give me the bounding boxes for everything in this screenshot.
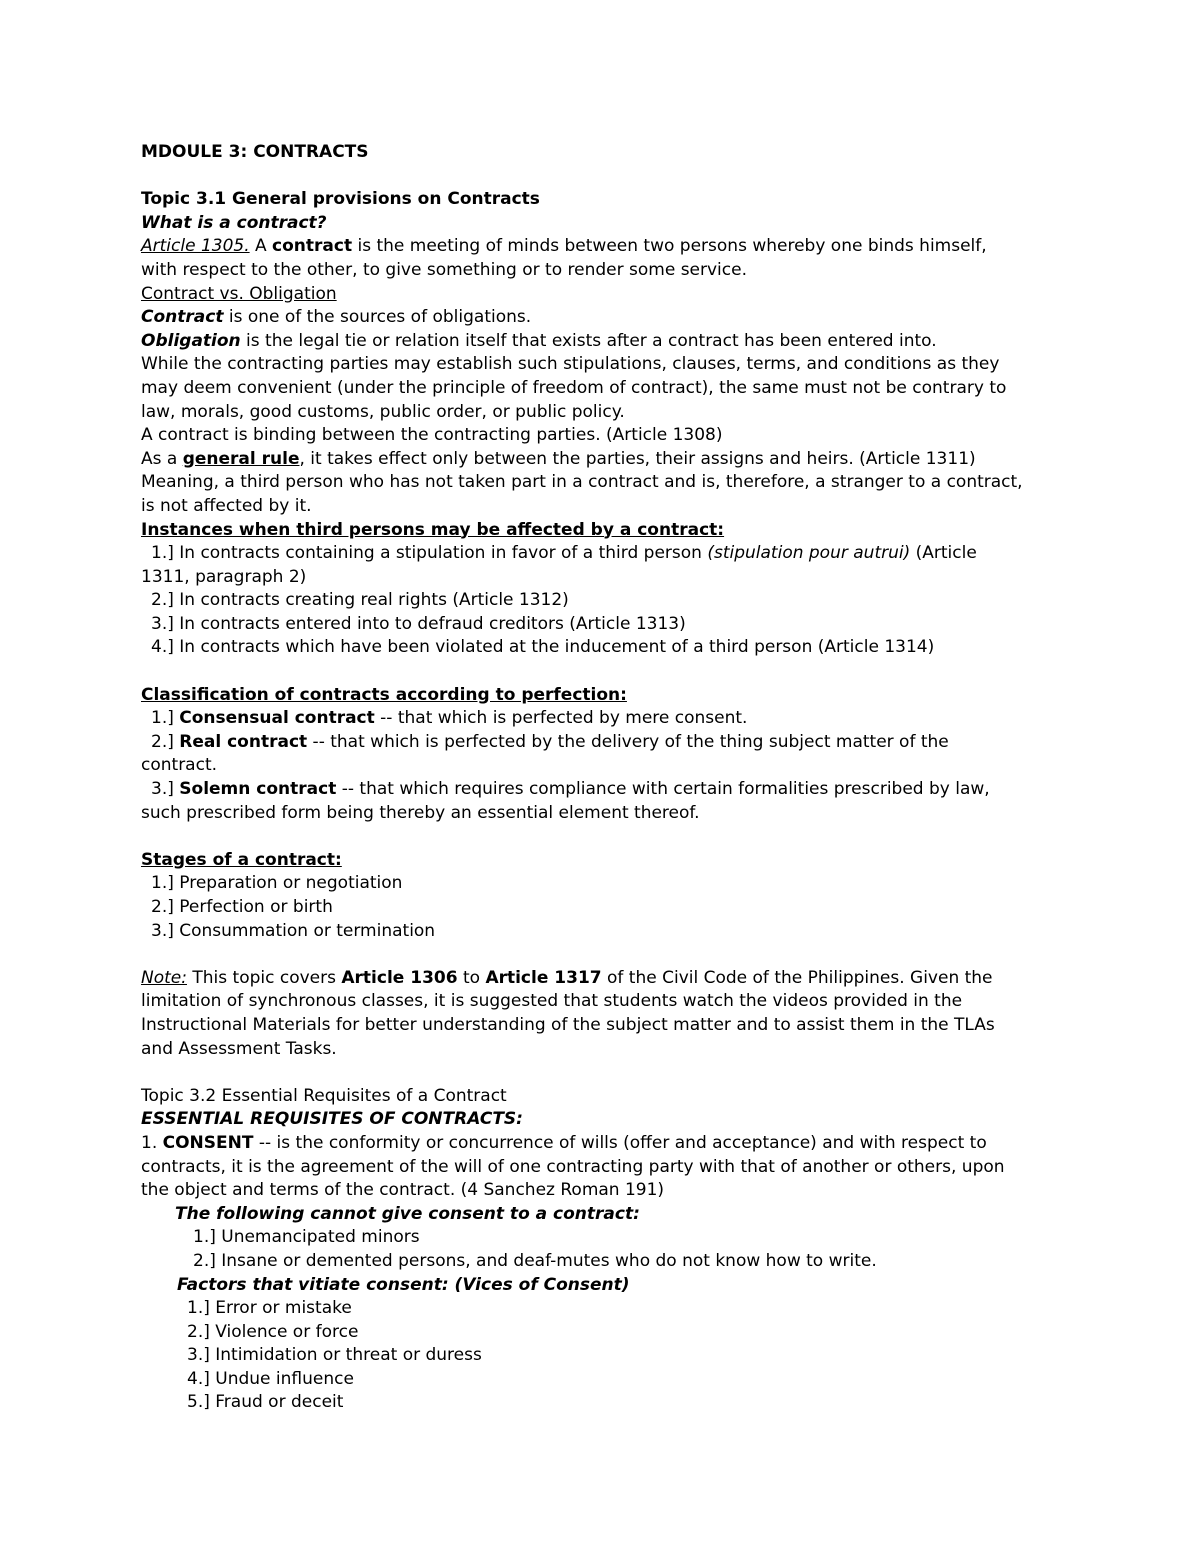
document-body [141,141,1071,1415]
list-item: 2.] In contracts creating real rights (Article 1312) [151,590,569,611]
contract-term: contract [272,236,353,257]
paragraph-line: Contract is one of the sources of obligations. [141,307,532,328]
note-line: and Assessment Tasks. [141,1038,337,1059]
note-line: Instructional Materials for better understanding of the subject matter and to assist them in the TLAs [141,1014,995,1035]
spacer [141,165,1071,189]
section-heading: Stages of a contract: [141,849,342,870]
list-item: 2.] Violence or force [187,1321,359,1342]
list-item: 1.] Error or mistake [187,1298,352,1319]
list-item: 1.] Preparation or negotiation [151,873,403,894]
note-line: limitation of synchronous classes, it is suggested that students watch the videos provided in the [141,991,963,1012]
paragraph-line: While the contracting parties may establish such stipulations, clauses, terms, and conditions as they [141,354,1000,375]
definition-line: Article 1305. A contract is the meeting of minds between two persons whereby one binds himself, [141,236,987,257]
list-item: 1.] Unemancipated minors [193,1227,420,1248]
general-rule-term: general rule [182,448,300,469]
section-heading: ESSENTIAL REQUISITES OF CONTRACTS: [141,1109,523,1130]
subsection-heading: The following cannot give consent to a contract: [175,1203,640,1224]
list-item: 2.] Insane or demented persons, and deaf-mutes who do not know how to write. [193,1250,877,1271]
list-item-continuation: 1311, paragraph 2) [141,566,307,587]
obligation-term: Obligation [141,330,241,351]
spacer [141,825,1071,849]
paragraph-line: Obligation is the legal tie or relation itself that exists after a contract has been entered into. [141,330,937,351]
topic-heading: Topic 3.1 General provisions on Contracts [141,189,540,210]
list-item: 1.] In contracts containing a stipulation in favor of a third person (stipulation pour autrui) (Article [151,543,977,564]
note-label: Note: [141,967,187,988]
paragraph-line: 1. CONSENT -- is the conformity or concurrence of wills (offer and acceptance) and with respect to [141,1132,987,1153]
definition-line: with respect to the other, to give something or to render some service. [141,259,747,280]
list-item: 5.] Fraud or deceit [187,1392,344,1413]
section-heading: Instances when third persons may be affected by a contract: [141,519,725,540]
consent-term: CONSENT [162,1132,254,1153]
list-item: 2.] Perfection or birth [151,897,333,917]
question-heading: What is a contract? [141,212,327,233]
spacer [141,943,1071,967]
paragraph-line: Meaning, a third person who has not taken part in a contract and is, therefore, a stranger to a contract, [141,472,1023,493]
spacer [141,660,1071,684]
article-reference: Article 1305. [141,236,250,257]
paragraph-line: is not affected by it. [141,495,312,516]
topic-heading: Topic 3.2 Essential Requisites of a Contract [141,1085,507,1106]
list-item: 3.] Solemn contract -- that which requires compliance with certain formalities prescribed by law, [151,779,990,800]
module-title: MDOULE 3: CONTRACTS [141,142,369,162]
paragraph-line: A contract is binding between the contracting parties. (Article 1308) [141,425,723,446]
subheading: Contract vs. Obligation [141,283,337,304]
list-item: 3.] In contracts entered into to defraud creditors (Article 1313) [151,613,686,634]
list-item: 4.] Undue influence [187,1368,354,1389]
paragraph-line: may deem convenient (under the principle of freedom of contract), the same must not be contrary to [141,377,1007,398]
section-heading: Classification of contracts according to perfection: [141,684,627,705]
list-item: 3.] Intimidation or threat or duress [187,1345,482,1366]
list-item: 4.] In contracts which have been violated at the inducement of a third person (Article 1314) [151,637,935,658]
list-item: 1.] Consensual contract -- that which is perfected by mere consent. [151,708,748,729]
list-item: 3.] Consummation or termination [151,920,436,941]
note-line: Note: This topic covers Article 1306 to Article 1317 of the Civil Code of the Philippines. Given the [141,967,993,988]
paragraph-line: contracts, it is the agreement of the will of one contracting party with that of another or others, upon [141,1156,1005,1177]
subsection-heading: Factors that vitiate consent: (Vices of Consent) [177,1274,630,1295]
paragraph-line: law, morals, good customs, public order, or public policy. [141,401,625,422]
paragraph-line: As a general rule, it takes effect only between the parties, their assigns and heirs. (Article 1311) [141,448,976,469]
list-item-continuation: contract. [141,755,218,776]
contract-term: Contract [141,307,224,328]
paragraph-line: the object and terms of the contract. (4 Sanchez Roman 191) [141,1180,665,1201]
list-item-continuation: such prescribed form being thereby an essential element thereof. [141,802,700,823]
spacer [141,1061,1071,1085]
list-item: 2.] Real contract -- that which is perfected by the delivery of the thing subject matter of the [151,731,949,752]
